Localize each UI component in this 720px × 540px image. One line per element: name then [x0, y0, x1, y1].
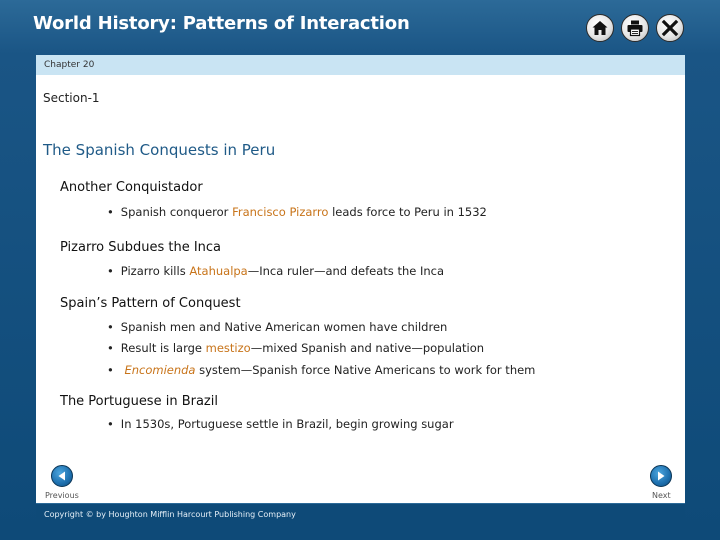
copyright-text: Copyright © by Houghton Mifflin Harcourt Publishing Company: [44, 510, 296, 519]
key-term: Francisco Pizarro: [232, 205, 329, 219]
bullet-item: [107, 341, 484, 355]
bullet-item: [107, 417, 454, 431]
key-term: Encomienda: [124, 363, 196, 377]
next-button[interactable]: [650, 465, 672, 487]
bullet-text: Spanish men and Native American women have children: [120, 320, 448, 334]
footer-bar: [36, 503, 685, 526]
bullet-dot: •: [107, 363, 114, 377]
bullet-text: Pizarro kills: [120, 264, 190, 278]
bullet-text: Spanish conqueror: [120, 205, 233, 219]
chapter-bar: [36, 55, 685, 75]
bullet-dot: •: [107, 417, 114, 431]
bullet-item: [107, 205, 487, 219]
close-button[interactable]: [656, 14, 684, 42]
app-title: World History: Patterns of Interaction: [33, 13, 410, 34]
bullet-dot: •: [107, 205, 114, 219]
bullet-dot: •: [107, 264, 114, 278]
heading-portuguese-brazil: The Portuguese in Brazil: [60, 394, 218, 409]
bullet-dot: •: [107, 320, 114, 334]
close-icon: [661, 19, 679, 37]
key-term: Atahualpa: [189, 264, 248, 278]
heading-pattern-of-conquest: Spain’s Pattern of Conquest: [60, 296, 241, 311]
bullet-item: [107, 320, 447, 334]
heading-another-conquistador: Another Conquistador: [60, 180, 203, 195]
slide-content: [36, 75, 685, 503]
arrow-right-icon: [655, 470, 667, 482]
bullet-text: In 1530s, Portuguese settle in Brazil, begin growing sugar: [120, 417, 454, 431]
bullet-item: [107, 363, 535, 377]
bullet-item: [107, 264, 444, 278]
bullet-text: —mixed Spanish and native—population: [250, 341, 485, 355]
heading-pizarro-subdues: Pizarro Subdues the Inca: [60, 240, 222, 255]
next-label[interactable]: Next: [652, 491, 671, 500]
bullet-text: —Inca ruler—and defeats the Inca: [247, 264, 445, 278]
section-label: Section-1: [43, 91, 100, 105]
print-icon: [626, 19, 644, 37]
arrow-left-icon: [56, 470, 68, 482]
bullet-dot: •: [107, 341, 114, 355]
key-term: mestizo: [205, 341, 251, 355]
bullet-text: Result is large: [120, 341, 206, 355]
bullet-text: system—Spanish force Native Americans to work for them: [195, 363, 536, 377]
chapter-label: Chapter 20: [44, 60, 95, 70]
previous-label[interactable]: Previous: [45, 491, 79, 500]
bullet-text: leads force to Peru in 1532: [328, 205, 487, 219]
home-icon: [591, 19, 609, 37]
print-button[interactable]: [621, 14, 649, 42]
previous-button[interactable]: [51, 465, 73, 487]
slide-title: The Spanish Conquests in Peru: [43, 141, 276, 159]
home-button[interactable]: [586, 14, 614, 42]
